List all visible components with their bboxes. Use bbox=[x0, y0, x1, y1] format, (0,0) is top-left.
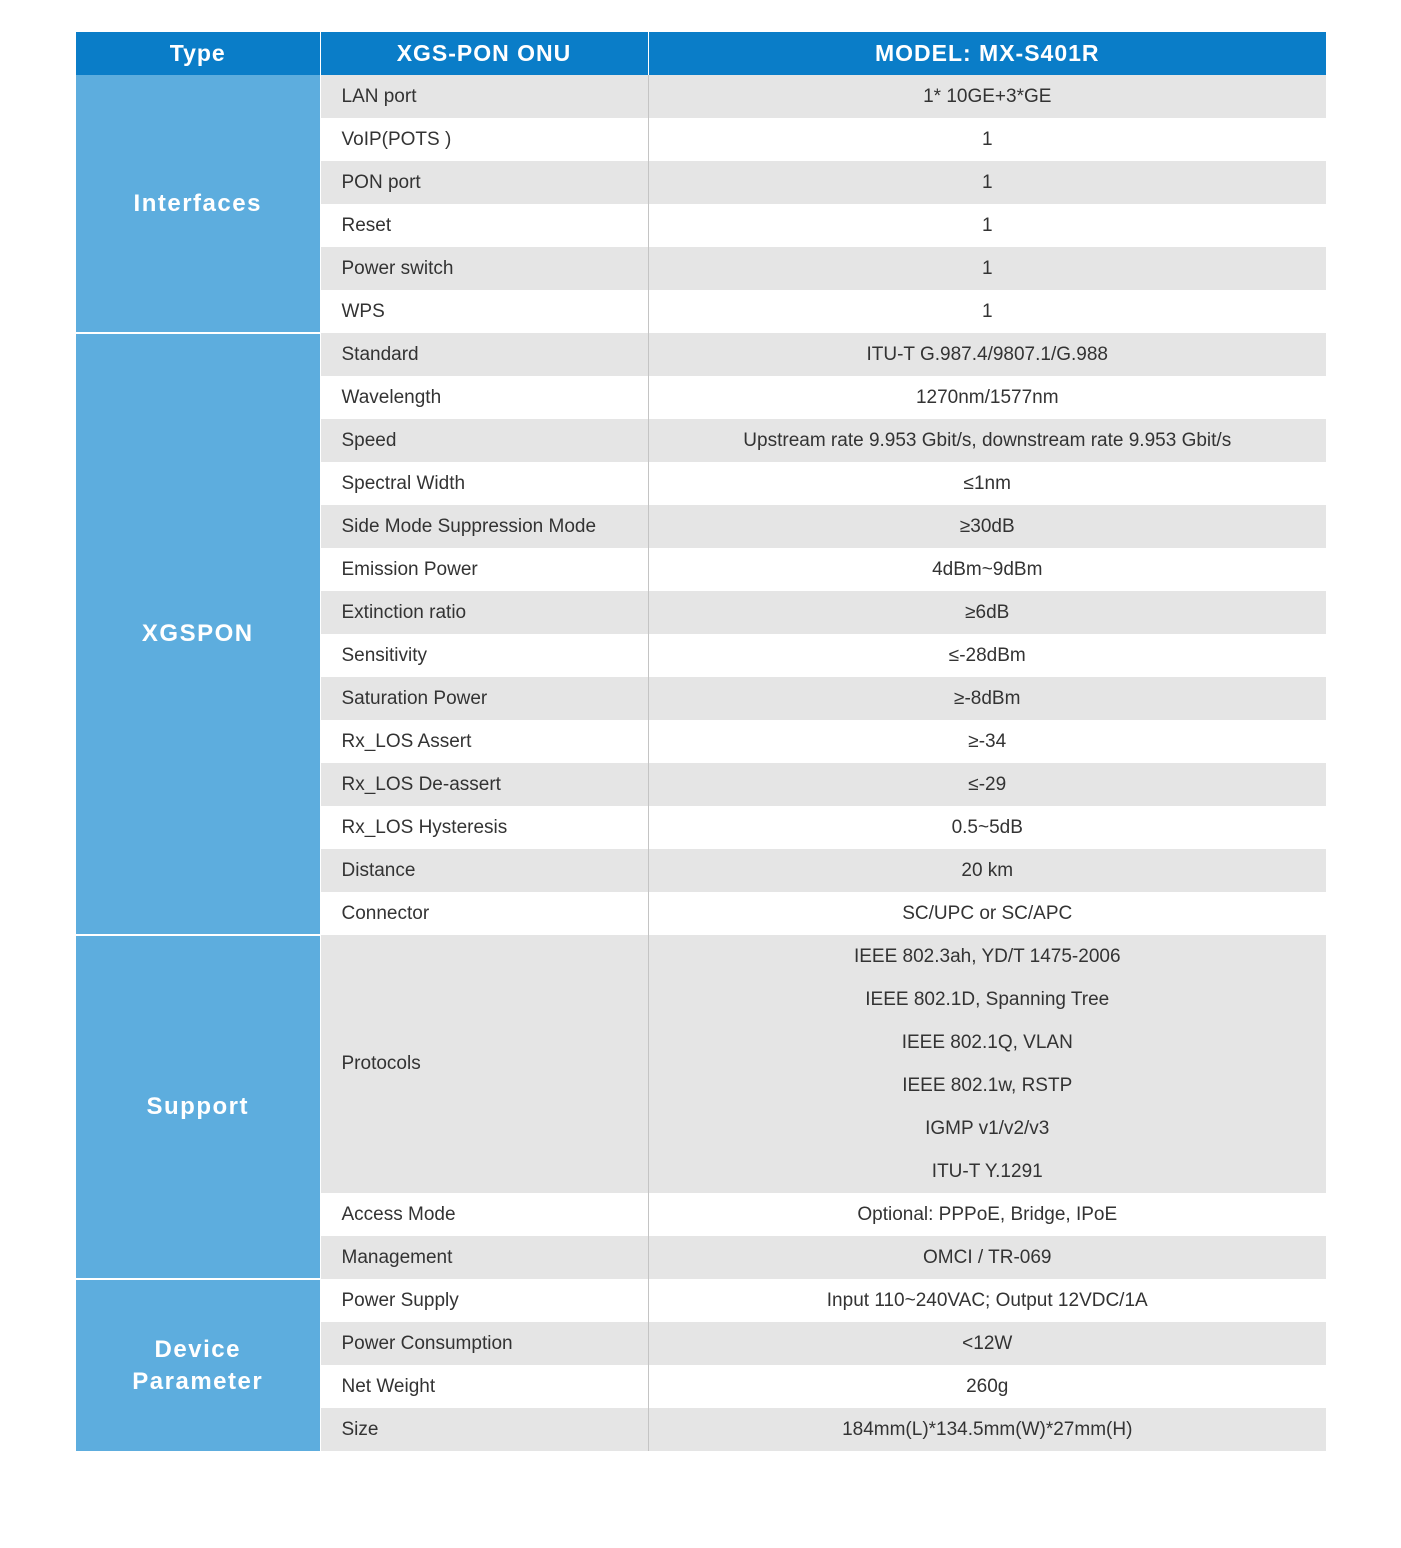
category-interfaces: Interfaces bbox=[76, 75, 320, 333]
row-value: ≤-28dBm bbox=[648, 634, 1326, 677]
row-label: Extinction ratio bbox=[320, 591, 648, 634]
header-type: Type bbox=[76, 32, 320, 75]
row-label: Rx_LOS Hysteresis bbox=[320, 806, 648, 849]
row-label: Reset bbox=[320, 204, 648, 247]
category-line: Device bbox=[154, 1335, 241, 1363]
row-value: ≥30dB bbox=[648, 505, 1326, 548]
row-label: Emission Power bbox=[320, 548, 648, 591]
row-value: ≥-8dBm bbox=[648, 677, 1326, 720]
row-value: ≥-34 bbox=[648, 720, 1326, 763]
row-value: OMCI / TR-069 bbox=[648, 1236, 1326, 1279]
row-label: Saturation Power bbox=[320, 677, 648, 720]
row-label: PON port bbox=[320, 161, 648, 204]
table-row bbox=[76, 75, 1326, 118]
row-label: Management bbox=[320, 1236, 648, 1279]
category-support: Support bbox=[76, 935, 320, 1279]
row-value: ≥6dB bbox=[648, 591, 1326, 634]
row-label: Protocols bbox=[320, 935, 648, 1193]
row-value: Upstream rate 9.953 Gbit/s, downstream rate 9.953 Gbit/s bbox=[648, 419, 1326, 462]
row-label: Distance bbox=[320, 849, 648, 892]
table-row bbox=[76, 333, 1326, 376]
row-label: Side Mode Suppression Mode bbox=[320, 505, 648, 548]
protocol-item: IEEE 802.3ah, YD/T 1475-2006 bbox=[853, 946, 1121, 967]
row-label: Standard bbox=[320, 333, 648, 376]
row-label: Sensitivity bbox=[320, 634, 648, 677]
row-value: 1 bbox=[648, 204, 1326, 247]
table-row-protocols bbox=[76, 935, 1326, 1193]
row-label: Power switch bbox=[320, 247, 648, 290]
row-value: 20 km bbox=[648, 849, 1326, 892]
header-model: MODEL: MX-S401R bbox=[648, 32, 1326, 75]
row-label: Size bbox=[320, 1408, 648, 1451]
row-label: Power Consumption bbox=[320, 1322, 648, 1365]
row-value: 260g bbox=[648, 1365, 1326, 1408]
row-label: Wavelength bbox=[320, 376, 648, 419]
row-value: 1 bbox=[648, 118, 1326, 161]
table-row bbox=[76, 1279, 1326, 1322]
row-value: SC/UPC or SC/APC bbox=[648, 892, 1326, 935]
row-label: VoIP(POTS ) bbox=[320, 118, 648, 161]
row-value: ITU-T G.987.4/9807.1/G.988 bbox=[648, 333, 1326, 376]
protocol-item: ITU-T Y.1291 bbox=[931, 1161, 1043, 1182]
row-value: Input 110~240VAC; Output 12VDC/1A bbox=[648, 1279, 1326, 1322]
category-device-parameter bbox=[76, 1279, 320, 1451]
row-label: LAN port bbox=[320, 75, 648, 118]
row-label: Access Mode bbox=[320, 1193, 648, 1236]
row-label: Spectral Width bbox=[320, 462, 648, 505]
row-value: 4dBm~9dBm bbox=[648, 548, 1326, 591]
row-value: <12W bbox=[648, 1322, 1326, 1365]
spec-table bbox=[76, 32, 1326, 1451]
row-label: Speed bbox=[320, 419, 648, 462]
row-label: Net Weight bbox=[320, 1365, 648, 1408]
row-label: WPS bbox=[320, 290, 648, 333]
row-label: Connector bbox=[320, 892, 648, 935]
protocol-item: IEEE 802.1w, RSTP bbox=[902, 1075, 1073, 1096]
row-value: 0.5~5dB bbox=[648, 806, 1326, 849]
row-value: 1* 10GE+3*GE bbox=[648, 75, 1326, 118]
row-label: Power Supply bbox=[320, 1279, 648, 1322]
row-value: ≤1nm bbox=[648, 462, 1326, 505]
protocol-item: IGMP v1/v2/v3 bbox=[925, 1118, 1050, 1139]
row-label: Rx_LOS De-assert bbox=[320, 763, 648, 806]
row-value: 1 bbox=[648, 247, 1326, 290]
row-value: 1 bbox=[648, 161, 1326, 204]
category-line: Parameter bbox=[132, 1367, 264, 1395]
header-product: XGS-PON ONU bbox=[320, 32, 648, 75]
row-value: 1270nm/1577nm bbox=[648, 376, 1326, 419]
category-xgspon: XGSPON bbox=[76, 333, 320, 935]
header-row bbox=[76, 32, 1326, 75]
protocols-list bbox=[648, 935, 1326, 1193]
row-value: 184mm(L)*134.5mm(W)*27mm(H) bbox=[648, 1408, 1326, 1451]
row-value: 1 bbox=[648, 290, 1326, 333]
protocol-item: IEEE 802.1D, Spanning Tree bbox=[865, 989, 1110, 1010]
row-value: Optional: PPPoE, Bridge, IPoE bbox=[648, 1193, 1326, 1236]
protocol-item: IEEE 802.1Q, VLAN bbox=[901, 1032, 1073, 1053]
row-label: Rx_LOS Assert bbox=[320, 720, 648, 763]
row-value: ≤-29 bbox=[648, 763, 1326, 806]
